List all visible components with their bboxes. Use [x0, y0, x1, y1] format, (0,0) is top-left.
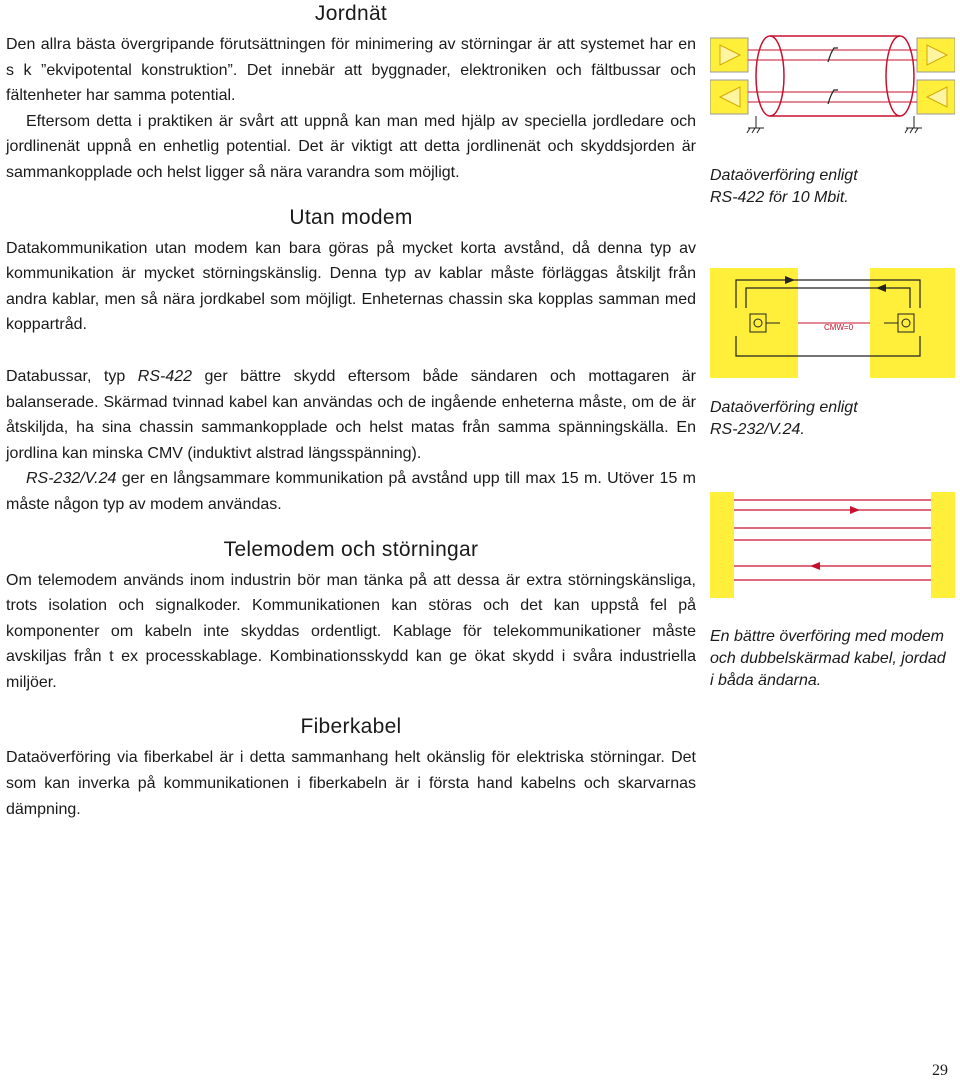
para-utan-modem-2-rest: ger bättre skydd eftersom både sändaren och mottagaren är balanserade. Skärmad tvinnad kabel kan användas och de ingående enheterna måste, om de är åtskiljda, ha sina chassin sammankopplade och helst matas från samma spänningskälla. En jordlina kan minska CMV (induktivt alstrad längsspänning).: [6, 367, 697, 462]
rs232-term: RS-232/V.24: [26, 470, 117, 488]
caption-fig1-line2: RS-422 för 10 Mbit.: [710, 189, 849, 206]
caption-fig3: En bättre överföring med modem och dubbelskärmad kabel, jordad i båda ändarna.: [710, 628, 946, 689]
heading-utan-modem: Utan modem: [289, 205, 413, 229]
rs422-diagram: [710, 28, 955, 148]
modem-left-unit: [710, 492, 734, 598]
para-telemodem-1: Om telemodem används inom industrin bör man tänka på att dessa är extra störningskänsliga, trots isolation och signalkoder. Kommunikationen kan störas och det kan uppstå fel på komponenter om kabeln inte skyddas ordentligt. Kablage för telekommunikationer måste avskiljas från t ex processkablage. Kombinationsskydd kan ge ökat skydd i svåra industriella miljöer.: [6, 571, 696, 691]
rs232-right-unit: [870, 268, 955, 378]
main-column: [6, 0, 696, 822]
para-utan-modem-1: Datakommunikation utan modem kan bara göras på mycket korta avstånd, då denna typ av kommunikation är mycket störningskänslig. Denna typ av kablar måste förläggas åtskiljt från andra kablar, men så nära jordkabel som möjligt. Enheternas chassin ska kopplas samman med koppartråd.: [6, 239, 696, 334]
modem-cable-diagram: [710, 480, 955, 610]
caption-fig1-line1: Dataöverföring enligt: [710, 167, 858, 184]
modem-arrow-right-icon: [850, 506, 860, 514]
caption-fig2: [710, 397, 858, 441]
cable-shield-right-end: [886, 36, 914, 116]
ground-right-icon: [905, 116, 922, 133]
heading-telemodem: Telemodem och störningar: [223, 537, 479, 561]
caption-fig2-line1: Dataöverföring enligt: [710, 399, 858, 416]
ground-left-icon: [747, 116, 764, 133]
modem-arrow-left-icon: [810, 562, 820, 570]
cmw-label: CMW=0: [824, 323, 854, 332]
heading-fiberkabel: Fiberkabel: [300, 715, 402, 739]
para-jordnat-2: Eftersom detta i praktiken är svårt att uppnå kan man med hjälp av speciella jordledare och jordlinenät uppnå en enhetlig potential. Det är viktigt att detta jordlinenät och skyddsjorden är sammankopplade och helst ligger så nära varandra som möjligt.: [6, 112, 696, 181]
para-jordnat-1: Den allra bästa övergripande förutsättningen för minimering av störningar är att systemet har en s k ”ekvipotental konstruktion”. Det innebär att byggnader, elektroniken och fältbussar och fältenheter har samma potential.: [6, 36, 696, 105]
rs422-term: RS-422: [137, 367, 193, 385]
heading-jordnat: Jordnät: [314, 2, 388, 25]
modem-right-unit: [931, 492, 955, 598]
para-utan-modem-3: [6, 466, 696, 517]
page-number: 29: [932, 1062, 948, 1079]
rs232-diagram: [710, 258, 955, 388]
para-utan-modem-3-rest: ger en långsammare kommunikation på avstånd upp till max 15 m. Utöver 15 m måste någon typ av modem användas.: [6, 470, 696, 513]
caption-fig1: [710, 165, 858, 209]
para-utan-modem-2-start: Databussar, typ: [6, 367, 138, 385]
para-fiberkabel-1: Dataöverföring via fiberkabel är i detta sammanhang helt okänslig för elektriska störningar. Det som kan inverka på kommunikationen i fiberkabeln är i första hand kabelns och skarvarnas dämpning.: [6, 749, 696, 818]
cable-shield-left-end: [756, 36, 784, 116]
caption-fig2-line2: RS-232/V.24.: [710, 421, 805, 438]
para-utan-modem-2: [6, 364, 696, 466]
